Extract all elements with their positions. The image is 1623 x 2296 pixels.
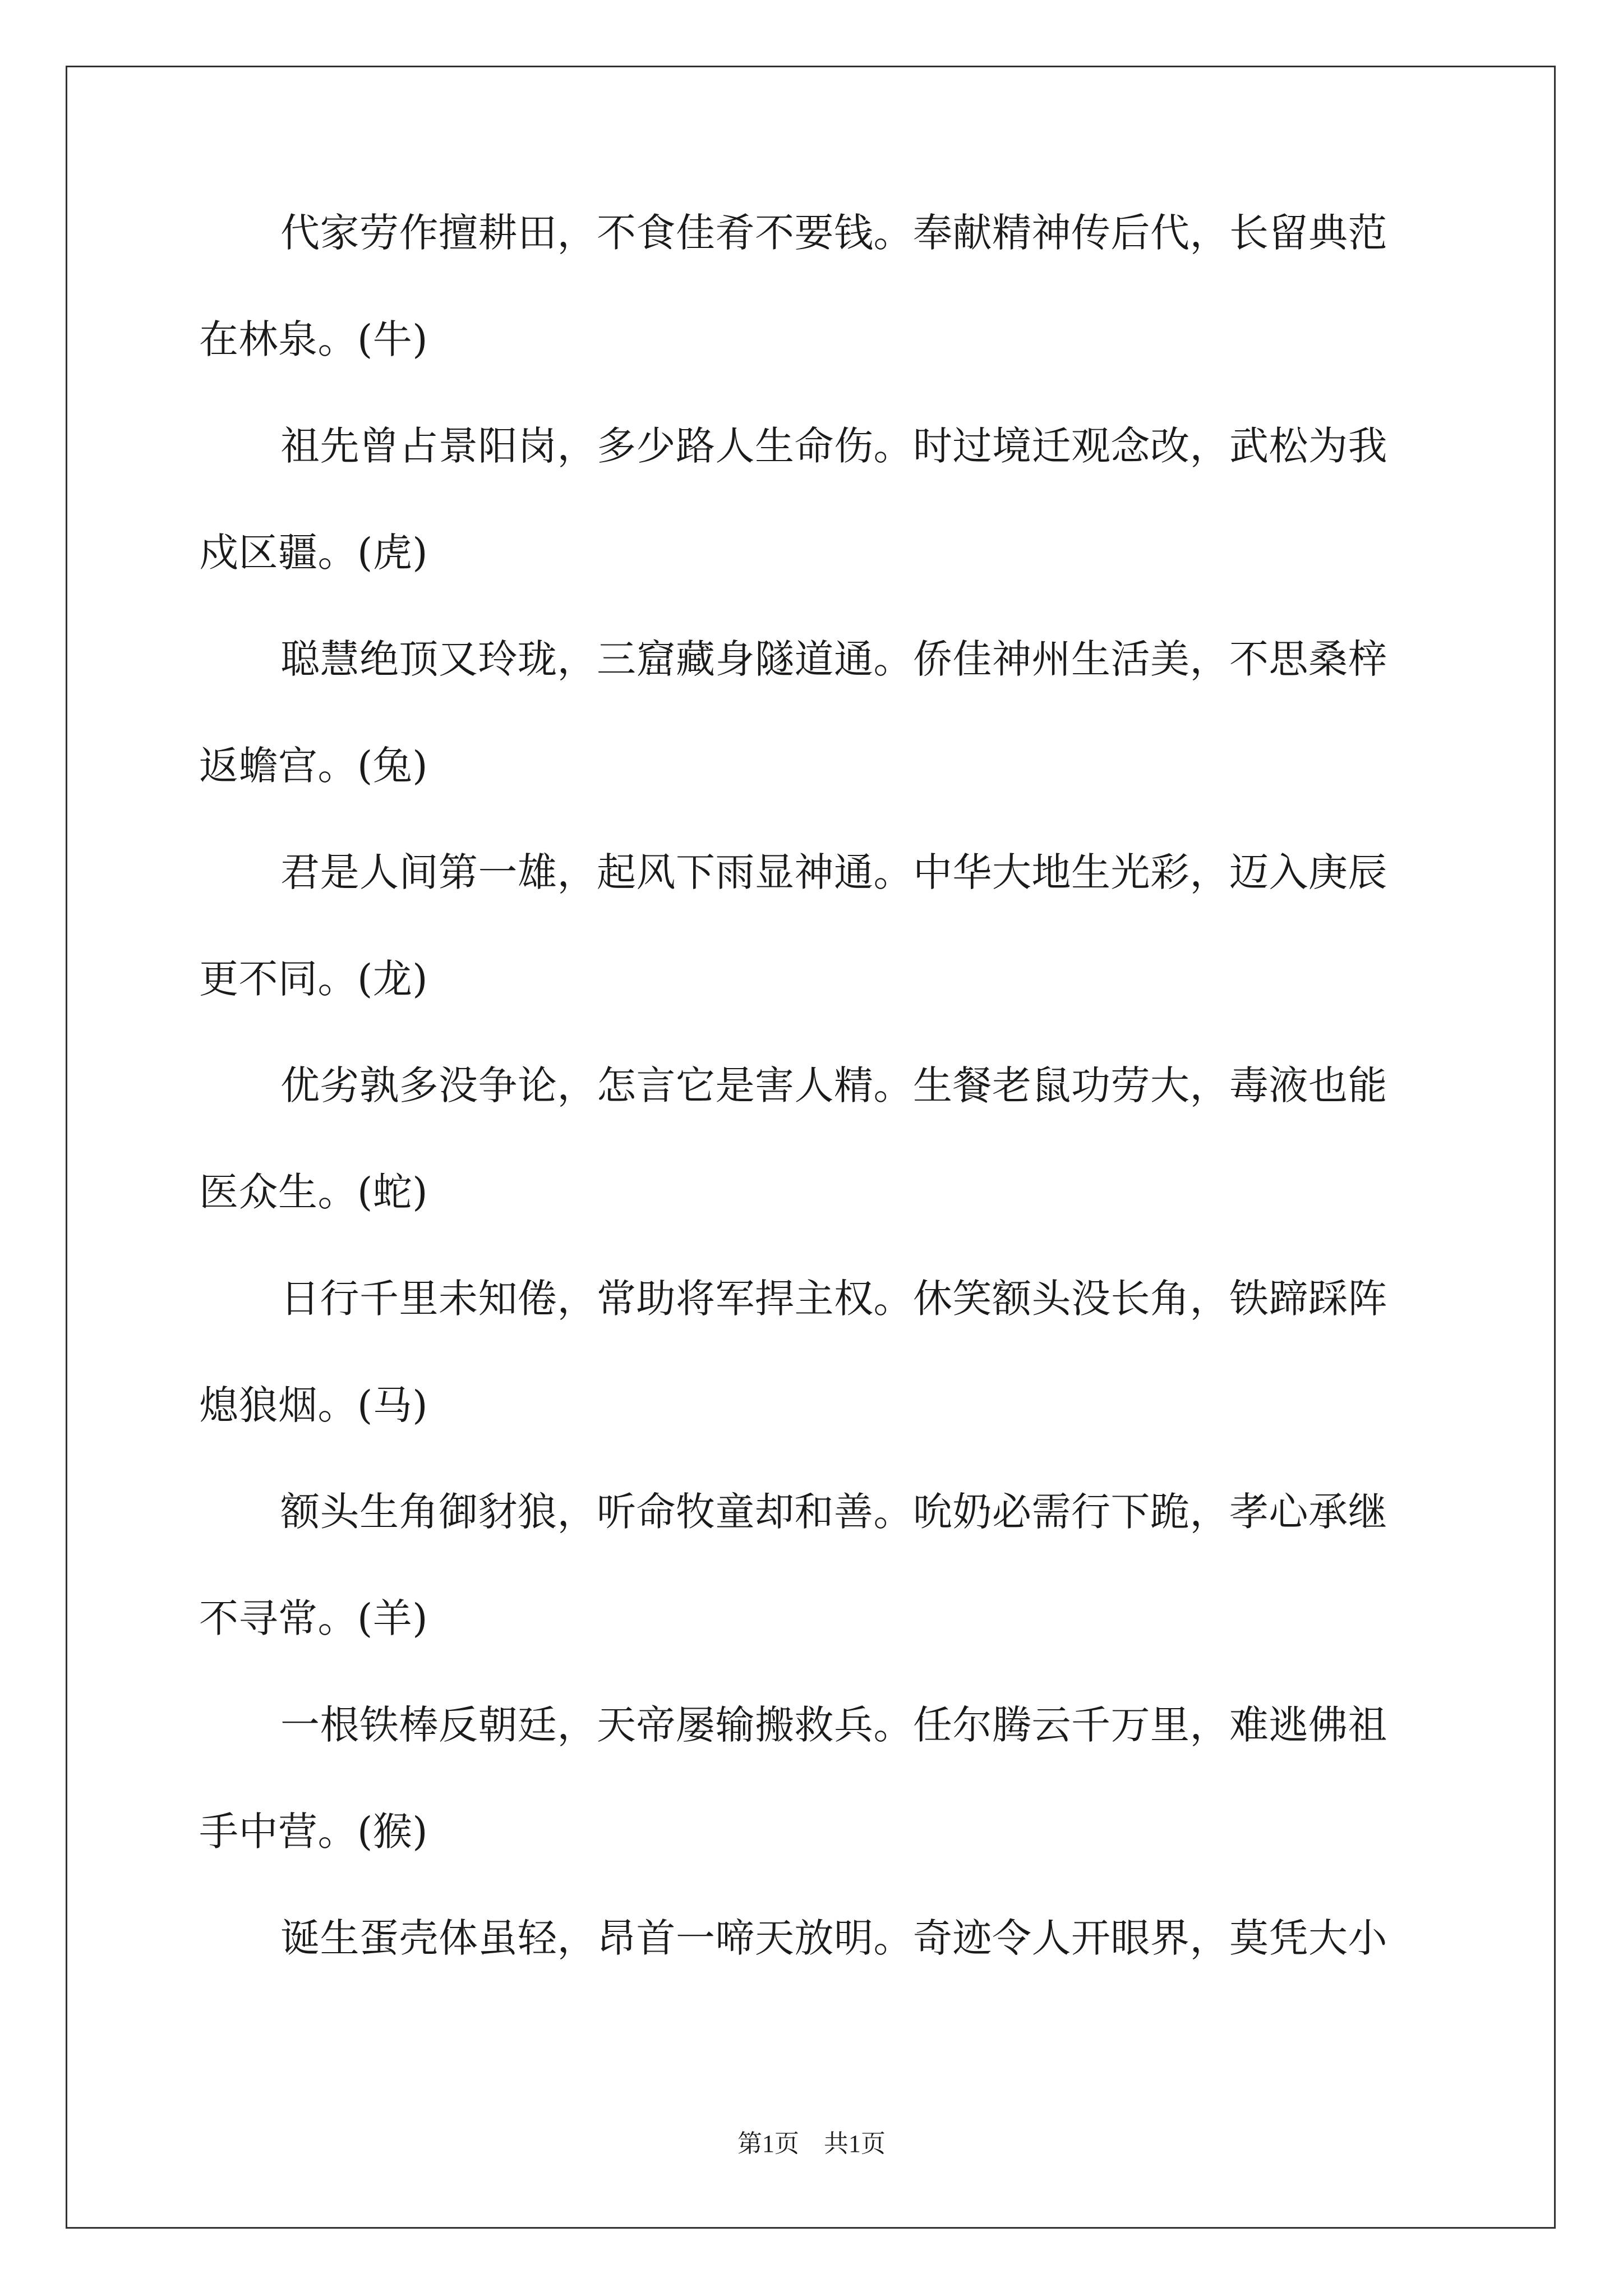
verse-line: 在林泉。(牛) [199, 316, 428, 362]
verse-line: 不寻常。(羊) [199, 1595, 428, 1641]
verse-monkey [199, 1702, 1433, 1855]
verse-ox [199, 210, 1433, 362]
verse-line: 聪慧绝顶又玲珑，三窟藏身隧道通。侨佳神州生活美，不思桑梓 [280, 636, 1387, 682]
verse-line: 优劣孰多没争论，怎言它是害人精。生餐老鼠功劳大，毒液也能 [280, 1062, 1387, 1108]
verse-tiger [199, 423, 1433, 576]
verse-line: 代家劳作擅耕田，不食佳肴不要钱。奉献精神传后代，长留典范 [280, 210, 1387, 256]
verse-snake [199, 1062, 1433, 1215]
verse-line: 医众生。(蛇) [199, 1169, 428, 1215]
verse-line: 日行千里未知倦，常助将军捍主权。休笑额头没长角，铁蹄踩阵 [280, 1276, 1387, 1322]
verse-line: 一根铁棒反朝廷，天帝屡输搬救兵。任尔腾云千万里，难逃佛祖 [280, 1702, 1387, 1748]
verse-line: 返蟾宫。(兔) [199, 743, 428, 789]
verse-dragon [199, 849, 1433, 1002]
verse-line: 额头生角御豺狼，听命牧童却和善。吮奶必需行下跪，孝心承继 [280, 1489, 1387, 1535]
verse-line: 熄狼烟。(马) [199, 1382, 428, 1428]
verse-line: 诞生蛋壳体虽轻，昂首一啼天放明。奇迹令人开眼界，莫凭大小 [280, 1915, 1387, 1961]
verse-line: 祖先曾占景阳岗，多少路人生命伤。时过境迁观念改，武松为我 [280, 423, 1387, 469]
verse-sheep [199, 1489, 1433, 1641]
page-number-footer: 第1页 共1页 [737, 2130, 886, 2157]
verse-line: 君是人间第一雄，起风下雨显神通。中华大地生光彩，迈入庚辰 [280, 849, 1387, 895]
verse-rooster [199, 1915, 1433, 1961]
verse-line: 戍区疆。(虎) [199, 530, 428, 576]
verse-horse [199, 1276, 1433, 1428]
verse-line: 更不同。(龙) [199, 956, 428, 1002]
document-body [199, 210, 1433, 2025]
verse-rabbit [199, 636, 1433, 789]
verse-line: 手中营。(猴) [199, 1809, 428, 1855]
